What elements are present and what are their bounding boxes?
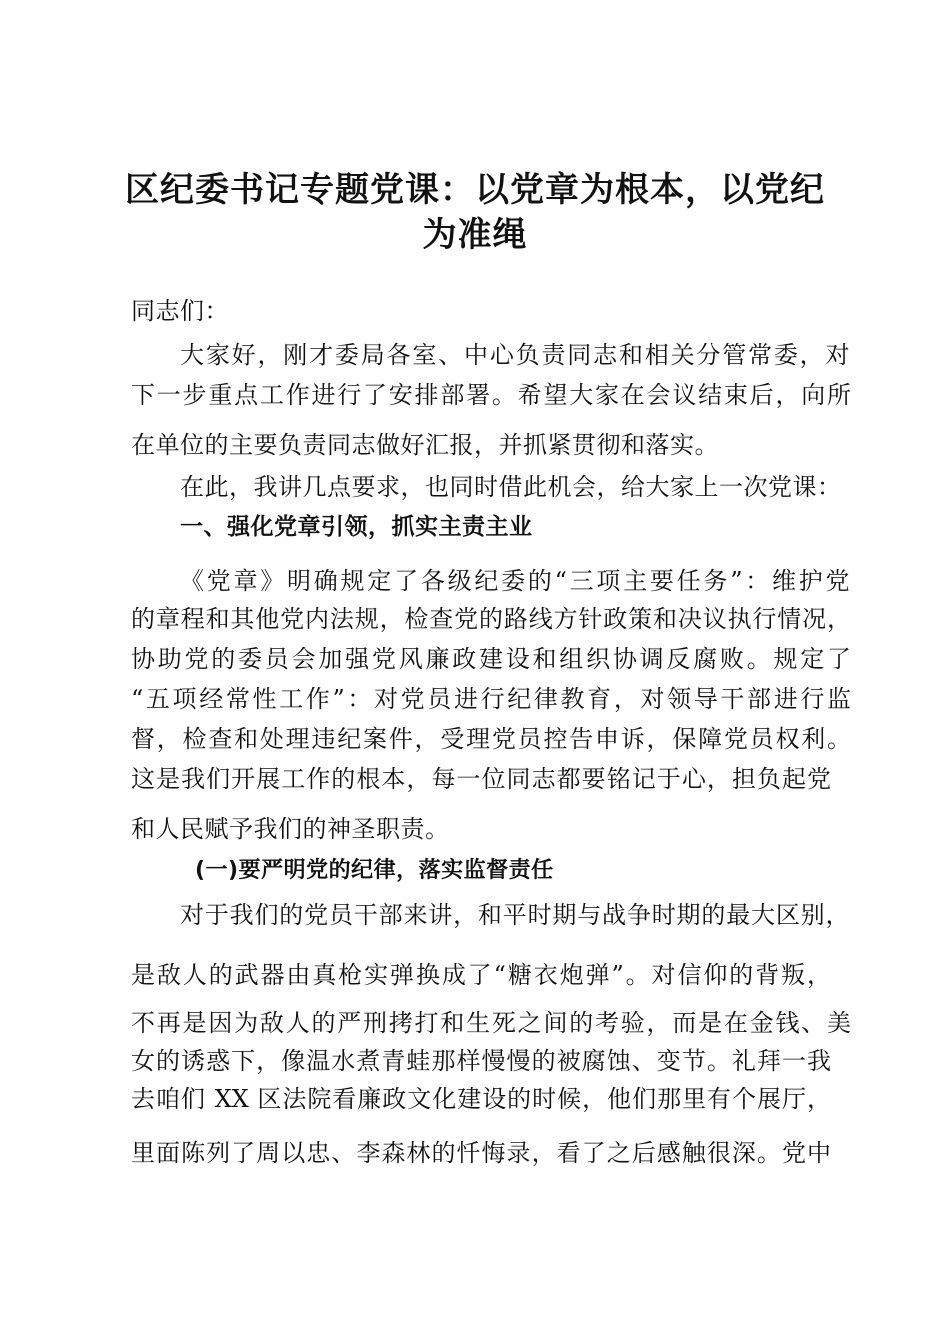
paragraph-line: 大家好，刚才委局各室、中心负责同志和相关分管常委，对 [180, 341, 850, 369]
title-line-1: 区纪委书记专题党课：以党章为根本，以党纪 [125, 170, 825, 210]
subsection-heading: (一)要严明党的纪律，落实监督责任 [195, 858, 554, 883]
paragraph-line: 是敌人的武器由真枪实弹换成了“糖衣炮弹”。对信仰的背叛， [131, 961, 831, 989]
paragraph-line: 这是我们开展工作的根本，每一位同志都要铭记于心，担负起党 [131, 765, 831, 793]
paragraph-line: “五项经常性工作”：对党员进行纪律教育，对领导干部进行监 [131, 685, 851, 713]
paragraph-line: 督，检查和处理违纪案件，受理党员控告申诉，保障党员权利。 [131, 725, 851, 753]
paragraph-line: 在单位的主要负责同志做好汇报，并抓紧贯彻和落实。 [131, 431, 719, 459]
paragraph-line: 的章程和其他党内法规，检查党的路线方针政策和决议执行情况， [131, 605, 851, 633]
paragraph-line: 《党章》明确规定了各级纪委的“三项主要任务”：维护党 [180, 567, 850, 595]
paragraph-line: 和人民赋予我们的神圣职责。 [131, 815, 450, 843]
paragraph-line: 在此，我讲几点要求，也同时借此机会，给大家上一次党课： [180, 473, 842, 501]
title-line-2: 为准绳 [422, 215, 528, 255]
salutation: 同志们： [131, 297, 229, 325]
section-heading: 一、强化党章引领，抓实主责主业 [180, 514, 533, 540]
paragraph-line: 对于我们的党员干部来讲，和平时期与战争时期的最大区别， [180, 901, 850, 929]
paragraph-line: 里面陈列了周以忠、李森林的忏悔录，看了之后感触很深。党中 [131, 1139, 831, 1167]
paragraph-line: 去咱们 XX 区法院看廉政文化建设的时候，他们那里有个展厅， [131, 1085, 831, 1113]
paragraph-line: 女的诱惑下，像温水煮青蛙那样慢慢的被腐蚀、变节。礼拜一我 [131, 1047, 831, 1075]
paragraph-line: 下一步重点工作进行了安排部署。希望大家在会议结束后，向所 [131, 381, 851, 409]
paragraph-line: 协助党的委员会加强党风廉政建设和组织协调反腐败。规定了 [131, 645, 851, 673]
document-title [120, 168, 830, 258]
paragraph-line: 不再是因为敌人的严刑拷打和生死之间的考验，而是在金钱、美 [131, 1009, 851, 1037]
